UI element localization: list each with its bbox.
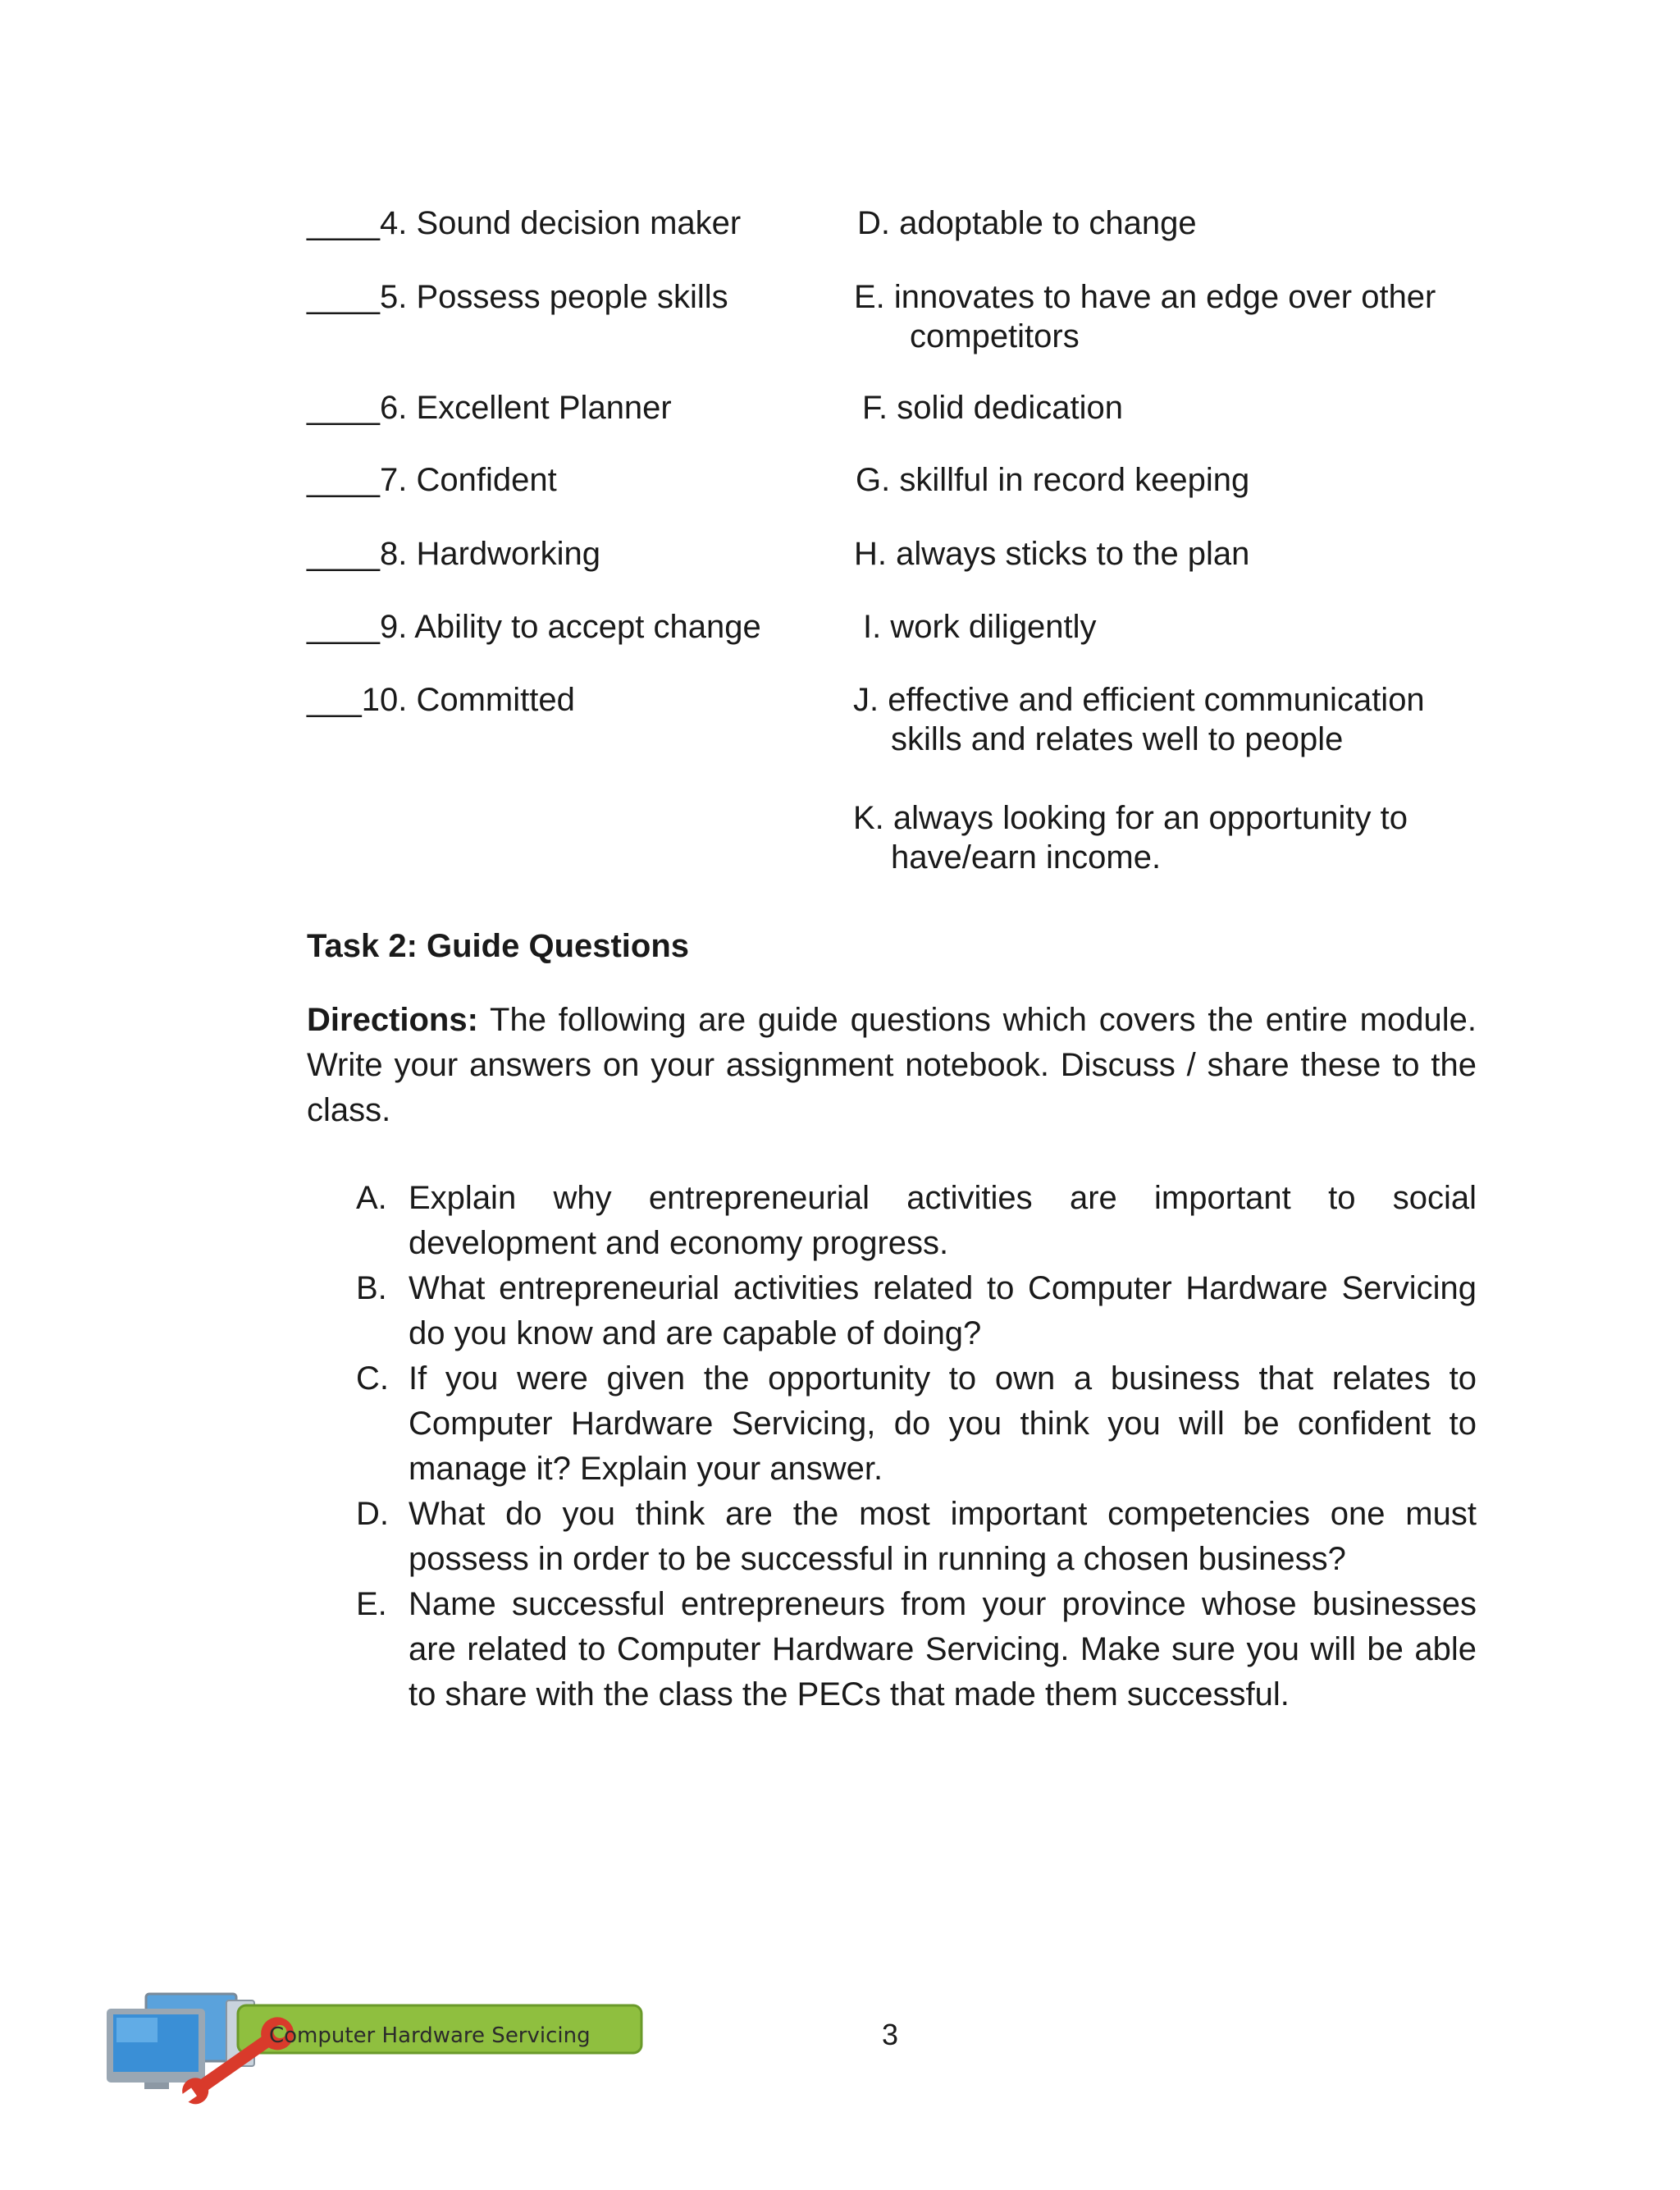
question-text: What entrepreneurial activities related to Computer Hardware Servicing do you know and are capable of doing? xyxy=(409,1270,1477,1351)
match-choice-text: G. skillful in record keeping xyxy=(856,462,1250,498)
match-item-label: 7. Confident xyxy=(379,462,557,498)
answer-blank[interactable]: ____ xyxy=(307,390,380,426)
question-letter: D. xyxy=(356,1496,389,1532)
answer-blank[interactable]: ___ xyxy=(307,682,362,718)
match-choice-text: H. always sticks to the plan xyxy=(854,536,1250,572)
match-choice-continuation: competitors xyxy=(910,318,1080,354)
match-choice-h xyxy=(854,534,1249,574)
match-item-10 xyxy=(307,680,575,720)
answer-blank[interactable]: ____ xyxy=(307,205,380,241)
match-item-7 xyxy=(307,460,557,500)
match-item-label: 8. Hardworking xyxy=(379,536,600,572)
question-letter: E. xyxy=(356,1586,387,1622)
match-choice-continuation: skills and relates well to people xyxy=(891,721,1344,757)
match-choice-d xyxy=(857,203,1197,243)
match-item-4 xyxy=(307,203,741,243)
match-choice-text: J. effective and efficient communication xyxy=(853,682,1425,718)
match-choice-f xyxy=(862,388,1123,427)
task-title: Task 2: Guide Questions xyxy=(307,928,690,964)
match-choice-e xyxy=(854,277,1436,356)
match-choice-k xyxy=(853,798,1408,877)
computer-wrench-icon xyxy=(105,1992,646,2107)
directions-paragraph xyxy=(307,998,1477,1133)
guide-question xyxy=(353,1176,1477,1266)
question-text: What do you think are the most important competencies one must possess in order to be successful in running a chosen business? xyxy=(409,1496,1477,1577)
match-choice-j xyxy=(853,680,1425,759)
match-item-label: 9. Ability to accept change xyxy=(379,609,761,645)
match-choice-text: I. work diligently xyxy=(863,609,1097,645)
question-letter: A. xyxy=(356,1180,387,1216)
question-text: Name successful entrepreneurs from your province whose businesses are related to Computer Hardware Servicing. Make sure you will be able to share with the class the PECs that made them successful. xyxy=(409,1586,1477,1712)
footer-logo-text: Computer Hardware Servicing xyxy=(269,2023,591,2048)
match-item-label: 4. Sound decision maker xyxy=(379,205,742,241)
answer-blank[interactable]: ____ xyxy=(307,536,380,572)
directions-text: The following are guide questions which covers the entire module. Write your answers on your assignment notebook. Discuss / share these to the class. xyxy=(307,1002,1477,1128)
match-item-label: 10. Committed xyxy=(361,682,575,718)
question-letter: B. xyxy=(356,1270,387,1306)
match-item-9 xyxy=(307,607,761,647)
guide-question xyxy=(353,1582,1477,1717)
question-text: Explain why entrepreneurial activities are important to social development and economy progress. xyxy=(409,1180,1477,1261)
guide-question xyxy=(353,1492,1477,1582)
question-letter: C. xyxy=(356,1360,389,1397)
guide-question xyxy=(353,1356,1477,1492)
match-item-8 xyxy=(307,534,600,574)
page-number: 3 xyxy=(882,2018,899,2051)
match-choice-i xyxy=(863,607,1097,647)
footer-logo xyxy=(105,1992,646,2107)
question-text: If you were given the opportunity to own a business that relates to Computer Hardware Servicing, do you think you will be confident to manage it? Explain your answer. xyxy=(409,1360,1477,1487)
match-choice-text: D. adoptable to change xyxy=(857,205,1197,241)
directions-label: Directions: xyxy=(307,1002,478,1038)
match-item-label: 6. Excellent Planner xyxy=(379,390,672,426)
match-choice-continuation: have/earn income. xyxy=(891,839,1162,876)
guide-questions-list xyxy=(353,1176,1477,1717)
match-item-label: 5. Possess people skills xyxy=(379,279,728,315)
match-item-5 xyxy=(307,277,728,317)
match-choice-text: F. solid dedication xyxy=(862,390,1123,426)
answer-blank[interactable]: ____ xyxy=(307,279,380,315)
match-item-6 xyxy=(307,388,672,427)
match-choice-text: E. innovates to have an edge over other xyxy=(854,279,1436,315)
answer-blank[interactable]: ____ xyxy=(307,609,380,645)
match-choice-text: K. always looking for an opportunity to xyxy=(853,800,1408,836)
match-choice-g xyxy=(856,460,1249,500)
guide-question xyxy=(353,1266,1477,1356)
answer-blank[interactable]: ____ xyxy=(307,462,380,498)
